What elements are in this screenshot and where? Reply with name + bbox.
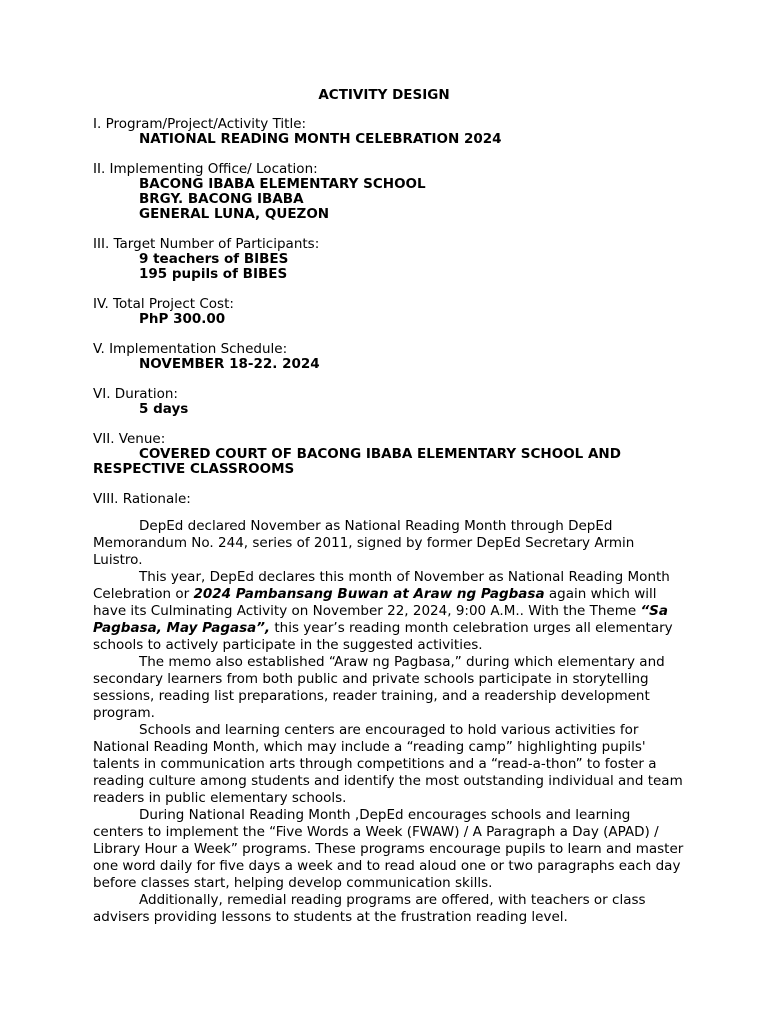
- rationale-paragraph: The memo also established “Araw ng Pagbasa,” during which elementary and secondary learners from both public and private schools participate in storytelling sessions, reading list preparations, reader training, and a readership development program.: [93, 654, 665, 721]
- section-label: IV. Total Project Cost:: [93, 296, 234, 312]
- emphasis-text: 2024 Pambansang Buwan at Araw ng Pagbasa: [193, 586, 545, 602]
- section-value: COVERED COURT OF BACONG IBABA ELEMENTARY SCHOOL AND: [139, 446, 621, 462]
- section-duration: [93, 387, 683, 417]
- section-label: III. Target Number of Participants:: [93, 236, 320, 252]
- section-value: GENERAL LUNA, QUEZON: [139, 206, 330, 222]
- rationale-body: [93, 518, 685, 926]
- section-label: VI. Duration:: [93, 386, 178, 402]
- rationale-paragraph: During National Reading Month ,DepEd encourages schools and learning centers to implement the “Five Words a Week (FWAW) / A Paragraph a Day (APAD) / Library Hour a Week” programs. These programs encourage pupils to learn and master one word daily for five days a week and to read aloud one or two paragraphs each day before classes start, helping develop communication skills.: [93, 807, 684, 891]
- rationale-paragraph: This year, DepEd declares this month of November as National Reading Month Celebration or 2024 Pambansang Buwan at Araw ng Pagbasa again which will have its Culminating Activity on November 22, 2024, 9:00 A.M.. With the Theme “Sa Pagbasa, May Pagasa”, this year’s reading month celebration urges all elementary schools to actively participate in the suggested activities.: [93, 569, 673, 653]
- section-value: 5 days: [139, 401, 189, 417]
- section-value: RESPECTIVE CLASSROOMS: [93, 461, 295, 477]
- section-rationale: [93, 492, 683, 507]
- section-value: 9 teachers of BIBES: [139, 251, 289, 267]
- section-value: BACONG IBABA ELEMENTARY SCHOOL: [139, 176, 426, 192]
- activity-sections: [93, 117, 683, 522]
- section-label: II. Implementing Office/ Location:: [93, 161, 318, 177]
- theme-text: “Sa Pagbasa, May Pagasa”,: [93, 603, 669, 636]
- section-participants: [93, 237, 683, 282]
- rationale-paragraph: Schools and learning centers are encouraged to hold various activities for National Reading Month, which may include a “reading camp” highlighting pupils' talents in communication arts through competitions and a “read-a-thon” to foster a reading culture among students and identify the most outstanding individual and team readers in public elementary schools.: [93, 722, 683, 806]
- rationale-paragraph: DepEd declared November as National Reading Month through DepEd Memorandum No. 244, series of 2011, signed by former DepEd Secretary Armin Luistro.: [93, 518, 635, 568]
- section-value: NOVEMBER 18-22. 2024: [139, 356, 320, 372]
- section-value: BRGY. BACONG IBABA: [139, 191, 304, 207]
- section-label: VII. Venue:: [93, 431, 166, 447]
- section-label: I. Program/Project/Activity Title:: [93, 116, 307, 132]
- section-value: 195 pupils of BIBES: [139, 266, 288, 282]
- section-label: V. Implementation Schedule:: [93, 341, 288, 357]
- document-title: ACTIVITY DESIGN: [318, 87, 450, 103]
- section-value: PhP 300.00: [139, 311, 226, 327]
- section-schedule: [93, 342, 683, 372]
- section-cost: [93, 297, 683, 327]
- section-value: NATIONAL READING MONTH CELEBRATION 2024: [139, 131, 502, 147]
- section-title: [93, 117, 683, 147]
- rationale-paragraph: Additionally, remedial reading programs are offered, with teachers or class advisers providing lessons to students at the frustration reading level.: [93, 892, 646, 925]
- section-venue: [93, 432, 683, 477]
- section-label: VIII. Rationale:: [93, 491, 191, 507]
- section-office: [93, 162, 683, 222]
